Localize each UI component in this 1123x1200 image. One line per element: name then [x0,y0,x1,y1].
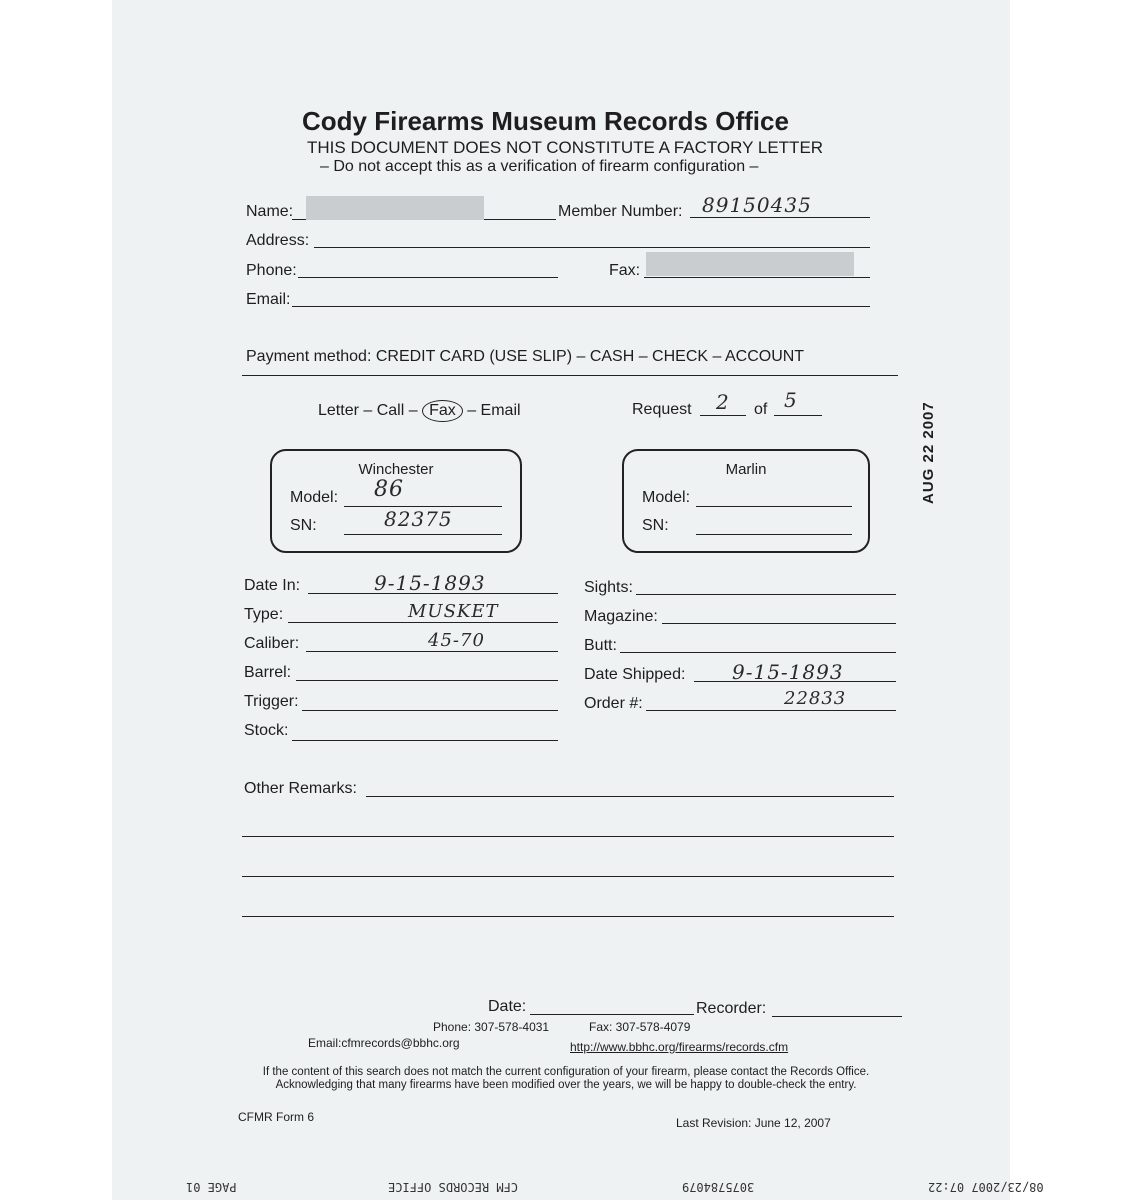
date-in-label: Date In: [244,577,301,594]
type-field[interactable] [288,622,558,623]
caliber-field[interactable] [306,651,558,652]
request-number-field[interactable] [700,415,746,416]
date-label: Date: [488,998,527,1015]
email-field[interactable] [292,306,870,307]
barrel-field[interactable] [296,680,558,681]
delivery-options [318,400,521,422]
fax-page: PAGE 01 [186,1180,237,1194]
winchester-model-label: Model: [290,489,339,506]
marlin-sn-field[interactable] [696,534,852,535]
request-label: Request [632,401,692,418]
date-shipped-value: 9-15-1893 [732,660,844,684]
name-label: Name: [246,203,294,220]
address-label: Address: [246,232,310,249]
marlin-sn-label: SN: [642,517,669,534]
page-title: Cody Firearms Museum Records Office [302,106,789,136]
sights-field[interactable] [636,594,896,595]
phone-label: Phone: [246,262,297,279]
address-field[interactable] [314,247,870,248]
records-url-link[interactable]: http://www.bbhc.org/firearms/records.cfm [570,1040,789,1054]
payment-method: Payment method: CREDIT CARD (USE SLIP) – CASH – CHECK – ACCOUNT [246,348,805,365]
member-number-label: Member Number: [558,203,683,220]
date-shipped-label: Date Shipped: [584,666,686,683]
winchester-box [270,449,522,553]
date-field[interactable] [530,1014,694,1015]
fax-office: CFM RECORDS OFFICE [388,1180,519,1194]
remarks-line-3[interactable] [242,876,894,877]
delivery-call: Call – [376,402,418,419]
date-in-value: 9-15-1893 [374,571,486,595]
magazine-field[interactable] [662,623,896,624]
request-number-value: 2 [716,390,730,414]
caliber-value: 45-70 [428,630,485,651]
delivery-letter: Letter – [318,402,373,419]
recorder-field[interactable] [772,1016,902,1017]
caliber-label: Caliber: [244,635,300,652]
office-fax: Fax: 307-578-4079 [589,1020,691,1034]
recorder-label: Recorder: [696,1000,767,1017]
last-revision: Last Revision: June 12, 2007 [676,1116,831,1130]
of-label: of [754,401,768,418]
content-notice: If the content of this search does not match the current configuration of your firearm, please contact the Records Office. Acknowledging that many firearms have been modified over the years, we will be happy to double-check the entry. [262,1066,870,1091]
member-number-value: 89150435 [702,193,812,217]
remarks-line-4[interactable] [242,916,894,917]
order-number-field[interactable] [646,710,896,711]
verification-warning: – Do not accept this as a verification of firearm configuration – [320,158,759,175]
type-label: Type: [244,606,284,623]
form-id: CFMR Form 6 [238,1110,314,1124]
winchester-model-value: 86 [374,477,404,502]
fax-timestamp: 08/23/2007 07:22 [928,1180,1044,1194]
trigger-label: Trigger: [244,693,299,710]
marlin-title: Marlin [725,461,767,478]
request-total-field[interactable] [774,415,822,416]
order-number-label: Order #: [584,695,643,712]
winchester-sn-field[interactable] [344,534,502,535]
delivery-email: – Email [467,402,521,419]
redacted-fax [646,252,854,276]
delivery-fax-circled: Fax [422,400,463,422]
order-number-value: 22833 [784,688,847,709]
fax-field[interactable] [644,277,870,278]
payment-divider [242,375,898,376]
magazine-label: Magazine: [584,608,658,625]
stock-label: Stock: [244,722,289,739]
received-stamp-text: AUG 22 2007 [920,401,937,504]
office-email[interactable]: Email:cfmrecords@bbhc.org [308,1036,460,1050]
office-phone: Phone: 307-578-4031 [433,1020,550,1034]
remarks-line-2[interactable] [242,836,894,837]
redacted-name [306,196,484,220]
email-label: Email: [246,291,291,308]
request-total-value: 5 [784,388,798,412]
butt-field[interactable] [620,652,896,653]
barrel-label: Barrel: [244,664,292,681]
member-number-field[interactable] [690,217,870,218]
winchester-title: Winchester [358,461,434,478]
marlin-model-label: Model: [642,489,691,506]
fax-label: Fax: [609,262,641,279]
fax-number: 3075784079 [682,1180,755,1194]
phone-field[interactable] [298,277,558,278]
marlin-model-field[interactable] [696,506,852,507]
winchester-sn-label: SN: [290,517,317,534]
trigger-field[interactable] [302,710,558,711]
other-remarks-label: Other Remarks: [244,780,357,797]
type-value: MUSKET [408,601,499,622]
marlin-box [622,449,870,553]
winchester-sn-value: 82375 [384,507,453,531]
butt-label: Butt: [584,637,617,654]
sights-label: Sights: [584,579,633,596]
form-page [112,0,1010,1200]
stock-field[interactable] [292,740,558,741]
disclaimer-subtitle: THIS DOCUMENT DOES NOT CONSTITUTE A FACTORY LETTER [307,138,824,157]
received-stamp [920,400,944,504]
remarks-line-1[interactable] [366,796,894,797]
